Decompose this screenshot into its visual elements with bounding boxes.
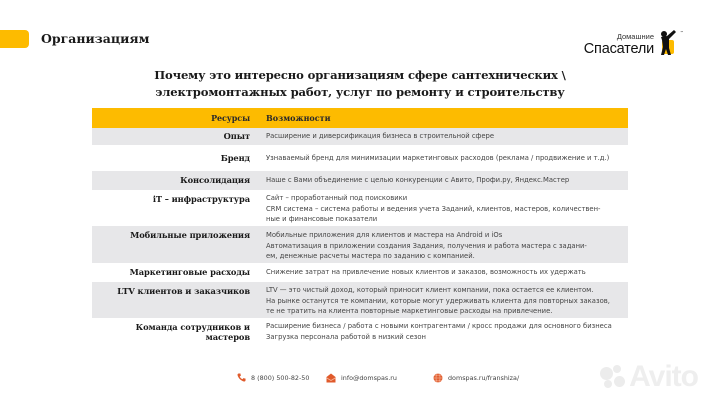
logo-big-text: Спасатели [583, 41, 654, 57]
headline-line-2: электромонтажных работ, услуг по ремонту и строительству [155, 85, 565, 99]
email-contact[interactable] [326, 373, 397, 383]
opportunity-line: Снижение затрат на привлечение новых клиентов и заказов, возможность их удержать [266, 268, 586, 276]
opportunity-line: Мобильные приложения для клиентов и мастера на Android и iOs [266, 231, 503, 239]
table-header-row [92, 108, 628, 128]
opportunity-line: ем, денежные расчеты мастера по заданию с компанией. [266, 252, 475, 260]
trademark: ™ [680, 30, 684, 35]
opportunity-line: LTV — это чистый доход, который приносит клиент компании, пока остается ее клиентом. [266, 286, 594, 294]
table-row [92, 318, 628, 348]
headline-line-1: Почему это интересно организациям сфере сантехнических \ [154, 68, 566, 82]
section-title: Организациям [41, 31, 150, 46]
resource-label: Мобильные приложения [130, 230, 250, 240]
opportunity-line: CRM система – система работы и ведения учета Заданий, клиентов, мастеров, количествен- [266, 204, 601, 213]
resource-label: iT – инфраструктура [152, 194, 250, 204]
resource-label: Консолидация [180, 175, 250, 185]
opportunity-text [260, 282, 628, 318]
avito-logo-icon [600, 365, 626, 389]
table-row [92, 145, 628, 171]
website-contact[interactable] [433, 373, 519, 383]
logo-small-text: Домашние [616, 32, 654, 41]
globe-icon [433, 373, 443, 383]
table-row [92, 171, 628, 190]
phone-icon [237, 373, 246, 382]
opportunity-line: Узнаваемый бренд для минимизации маркетинговых расходов (реклама / продвижение и т.д.) [266, 154, 610, 162]
resource-label: LTV клиентов и заказчиков [117, 286, 250, 296]
phone-number: 8 (800) 500-82-50 [251, 373, 310, 382]
table-row [92, 226, 628, 263]
opportunity-text [260, 318, 628, 348]
avito-wordmark: Avito [629, 360, 698, 393]
column-header-resources: Ресурсы [211, 113, 250, 123]
opportunity-line: те не тратить на клиента повторные маркетинговые расходы на привлечение. [266, 307, 553, 315]
avito-watermark [600, 360, 698, 394]
resources-table [92, 108, 628, 348]
table-row [92, 128, 628, 145]
opportunity-text [260, 171, 628, 190]
resource-label: Опыт [223, 131, 250, 141]
opportunity-line: Загрузка персонала работой в низкий сезон [266, 332, 426, 341]
opportunity-text [260, 145, 628, 171]
opportunity-line: ные и финансовые показатели [266, 215, 378, 223]
resource-label: Команда сотрудников и мастеров [135, 322, 250, 342]
opportunity-text [260, 128, 628, 145]
table-row [92, 263, 628, 282]
email-address: info@domspas.ru [341, 374, 397, 382]
opportunity-line: Расширение бизнеса / работа с новыми контрагентами / кросс продажи для основного бизнеса [266, 322, 612, 330]
opportunity-line: Расширение и диверсификация бизнеса в строительной сфере [266, 132, 495, 140]
resource-label: Бренд [220, 153, 250, 163]
page-headline [150, 67, 570, 101]
column-header-opportunities: Возможности [266, 112, 331, 123]
resource-label: Маркетинговые расходы [129, 267, 250, 277]
opportunity-line: Автоматизация в приложении создания Задания, получения и работа мастера с задани- [266, 241, 587, 250]
opportunity-line: На рынке останутся те компании, которые могут удерживать клиента для повторных заказов, [266, 296, 610, 305]
opportunity-text [260, 263, 628, 282]
opportunity-text [260, 190, 628, 226]
table-row [92, 282, 628, 318]
rescuer-mascot-icon [656, 28, 678, 56]
phone-contact[interactable] [237, 373, 309, 382]
website-url: domspas.ru/franshiza/ [448, 374, 520, 382]
opportunity-line: Наше с Вами объединение с целью конкуренции с Авито, Профи.ру, Яндекс.Мастер [266, 176, 570, 184]
table-row [92, 190, 628, 226]
accent-bar [0, 30, 29, 48]
company-logo [580, 28, 690, 62]
opportunity-text [260, 226, 628, 263]
opportunity-line: Сайт – проработанный под поисковики [266, 194, 408, 202]
email-icon [326, 373, 336, 383]
